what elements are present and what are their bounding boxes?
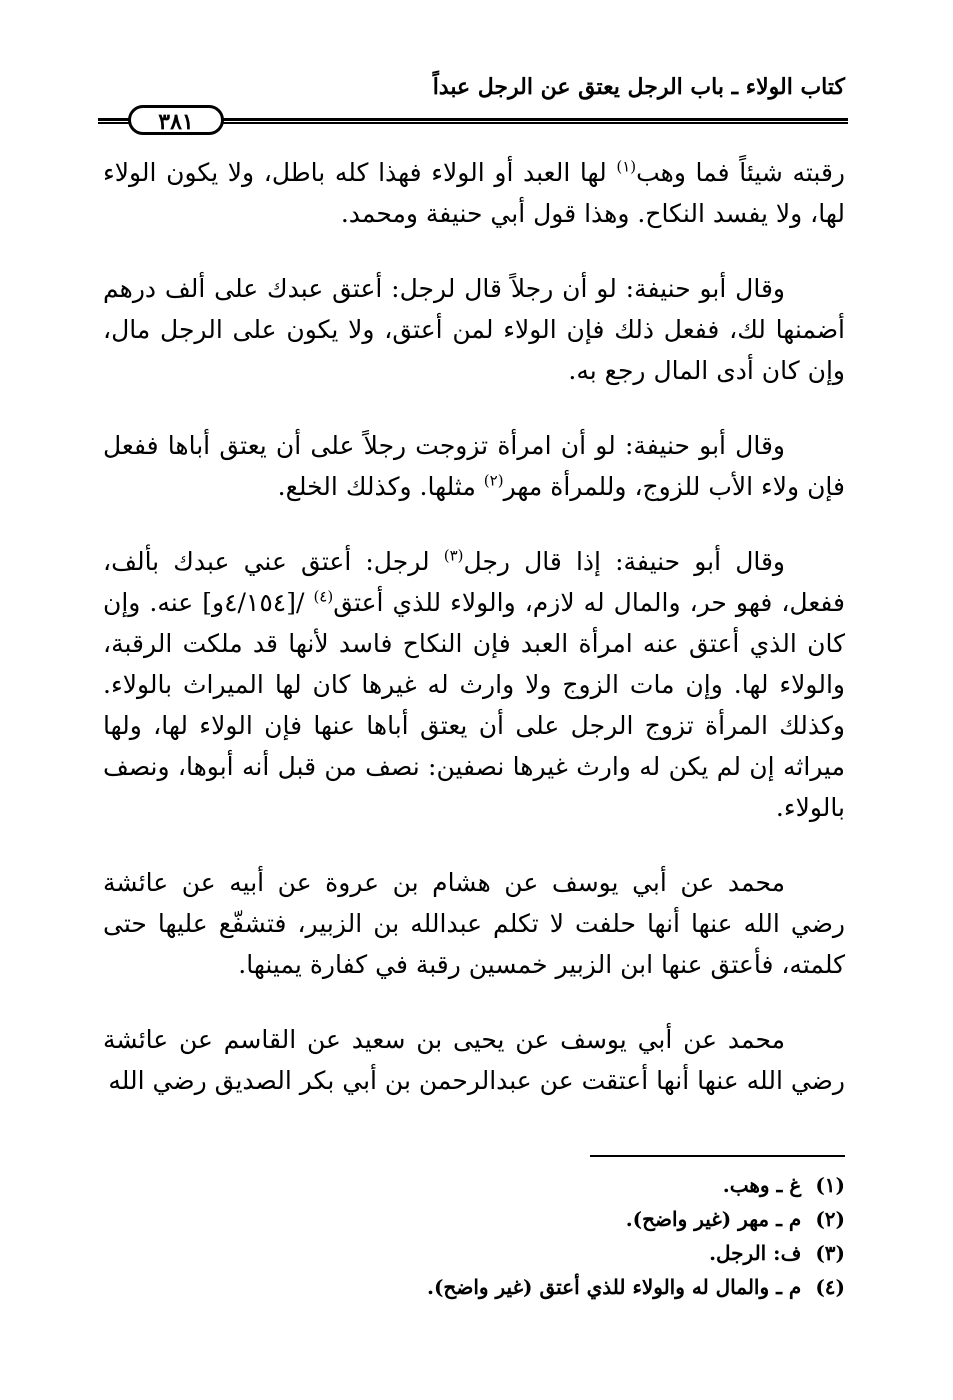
footnote-marker: (٤) (313, 587, 334, 606)
paragraph-text: لها العبد أو الولاء فهذا كله باطل، ولا يكون الولاء لها، ولا يفسد النكاح. وهذا قول أبي حنيفة ومحمد. (103, 158, 845, 228)
footnote-text: ف: الرجل. (709, 1241, 802, 1265)
paragraph (103, 541, 845, 828)
paragraph-text: وقال أبو حنيفة: لو أن رجلاً قال لرجل: أعتق عبدك على ألف درهم أضمنها لك، ففعل ذلك فإن الولاء لمن أعتق، ولا يكون على الرجل مال، وإن كان أدى المال رجع به. (103, 274, 845, 385)
main-text (103, 152, 845, 1135)
footnote-marker: (٣) (443, 546, 464, 565)
paragraph-text: محمد عن أبي يوسف عن يحيى بن سعيد عن القاسم عن عائشة رضي الله عنها أنها أعتقت عن عبدالرحمن بن أبي بكر الصديق رضي الله (103, 1025, 845, 1095)
page-number: ٣٨١ (128, 105, 224, 135)
paragraph (103, 268, 845, 391)
footnote-item (103, 1202, 845, 1236)
paragraph (103, 425, 845, 507)
footnote-item (103, 1236, 845, 1270)
paragraph-text: وقال أبو حنيفة: لو أن امرأة تزوجت رجلاً على أن يعتق أباها ففعل فإن ولاء الأب للزوج، وللمرأة مهر (103, 431, 845, 501)
footnote-number: (٣) (815, 1241, 845, 1265)
footnote-marker: (١) (616, 157, 637, 176)
paragraph-text: وقال أبو حنيفة: إذا قال رجل (463, 547, 785, 576)
footnote-text: م ـ مهر (غير واضح). (625, 1207, 802, 1231)
footnote-text: م ـ والمال له والولاء للذي أعتق (غير واضح). (427, 1275, 802, 1299)
paragraph (103, 1019, 845, 1101)
paragraph-text: /[٤/١٥٤و] عنه. وإن كان الذي أعتق عنه امرأة العبد فإن النكاح فاسد لأنها قد ملكت الرقبة، والولاء لها. وإن مات الزوج ولا وارث له غيرها كان لها الميراث بالولاء. وكذلك المرأة تزوج الرجل على أن يعتق أباها عنها فإن الولاء لها، ولها ميراثه إن لم يكن له وارث غيرها نصفين: نصف من قبل أنه أبوها، ونصف بالولاء. (103, 588, 845, 822)
footnote-marker: (٢) (483, 471, 504, 490)
paragraph (103, 862, 845, 985)
paragraph-text: رقبته شيئاً فما وهب (636, 158, 845, 187)
footnotes (103, 1168, 845, 1304)
footnote-text: غ ـ وهب. (722, 1173, 802, 1197)
footnote-separator (590, 1155, 845, 1157)
footnote-item (103, 1168, 845, 1202)
paragraph-text: محمد عن أبي يوسف عن هشام بن عروة عن أبيه عن عائشة رضي الله عنها أنها حلفت لا تكلم عبدالله بن الزبير، فتشفّع عليها حتى كلمته، فأعتق عنها ابن الزبير خمسين رقبة في كفارة يمينها. (103, 868, 845, 979)
footnote-number: (١) (815, 1173, 845, 1197)
footnote-item (103, 1270, 845, 1304)
footnote-number: (٤) (815, 1275, 845, 1299)
footnote-number: (٢) (815, 1207, 845, 1231)
paragraph-text: مثلها. وكذلك الخلع. (277, 472, 484, 501)
paragraph (103, 152, 845, 234)
running-title: كتاب الولاء ـ باب الرجل يعتق عن الرجل عبداً (432, 74, 845, 100)
paragraph-text: لرجل: أعتق عني عبدك بألف، ففعل، فهو حر، والمال له لازم، والولاء للذي أعتق (103, 547, 845, 617)
